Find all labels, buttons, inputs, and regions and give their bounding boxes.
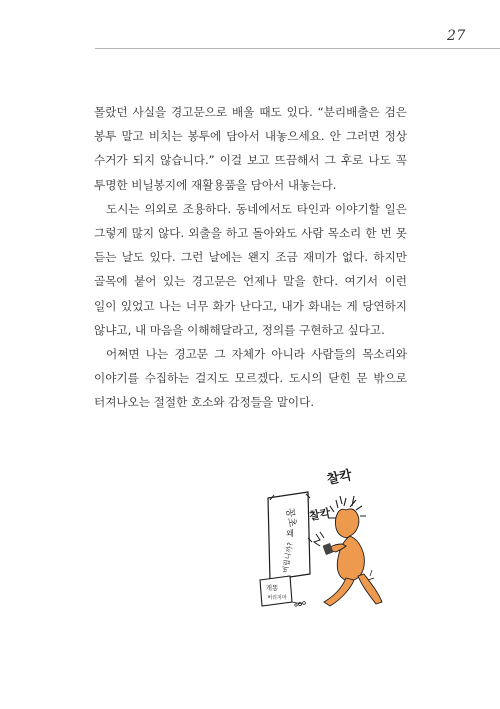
body-text (94, 100, 407, 415)
header-rule (95, 48, 500, 49)
small-sign-line-2: 버리지마 (267, 595, 287, 601)
sign-line-3: 버립니까? (281, 541, 295, 574)
small-warning-sign (260, 576, 305, 606)
warning-sign (268, 492, 310, 580)
small-sign-line-1: 개똥 (265, 584, 279, 592)
sign-line-2: 왜 (286, 529, 294, 538)
sound-effect-middle: 찰칵 (308, 506, 332, 523)
sound-effect-top: 찰칵 (325, 468, 354, 488)
paragraph: 어쩌면 나는 경고문 그 자체가 아니라 사람들의 목소리와 이야기를 수집하는 걸지도 모르겠다. 도시의 닫힌 문 밖으로 터져나오는 절절한 호소와 감정들을 말이다. (94, 347, 407, 410)
flash-marks (308, 532, 324, 546)
sign-line-1: 꽁초 (283, 507, 298, 529)
illustration-person-photographing-sign (250, 462, 415, 622)
person-figure (323, 496, 382, 606)
paragraph: 도시는 의외로 조용하다. 동네에서도 타인과 이야기할 일은 그렇게 많지 않다. 외출을 하고 돌아와도 사람 목소리 한 번 못 듣는 날도 있다. 그런 날에는 왠지 조금 재미가 없다. 하지만 골목에 붙어 있는 경고문은 언제나 말을 한다. 여기서 이런 일이 있었고 나는 너무 화가 난다고, 내가 화내는 게 당연하지 않냐고, 내 마음을 이해해달라고, 정의를 구현하고 싶다고. (94, 201, 407, 337)
paragraph: 몰랐던 사실을 경고문으로 배울 때도 있다. “분리배출은 검은 봉투 말고 비치는 봉투에 담아서 내놓으세요. 안 그러면 정상 수거가 되지 않습니다.” 이걸 보고 뜨끔해서 그 후로 나도 꼭 투명한 비닐봉지에 재활용품을 담아서 내놓는다. (94, 105, 407, 192)
page-number: 27 (447, 28, 466, 44)
